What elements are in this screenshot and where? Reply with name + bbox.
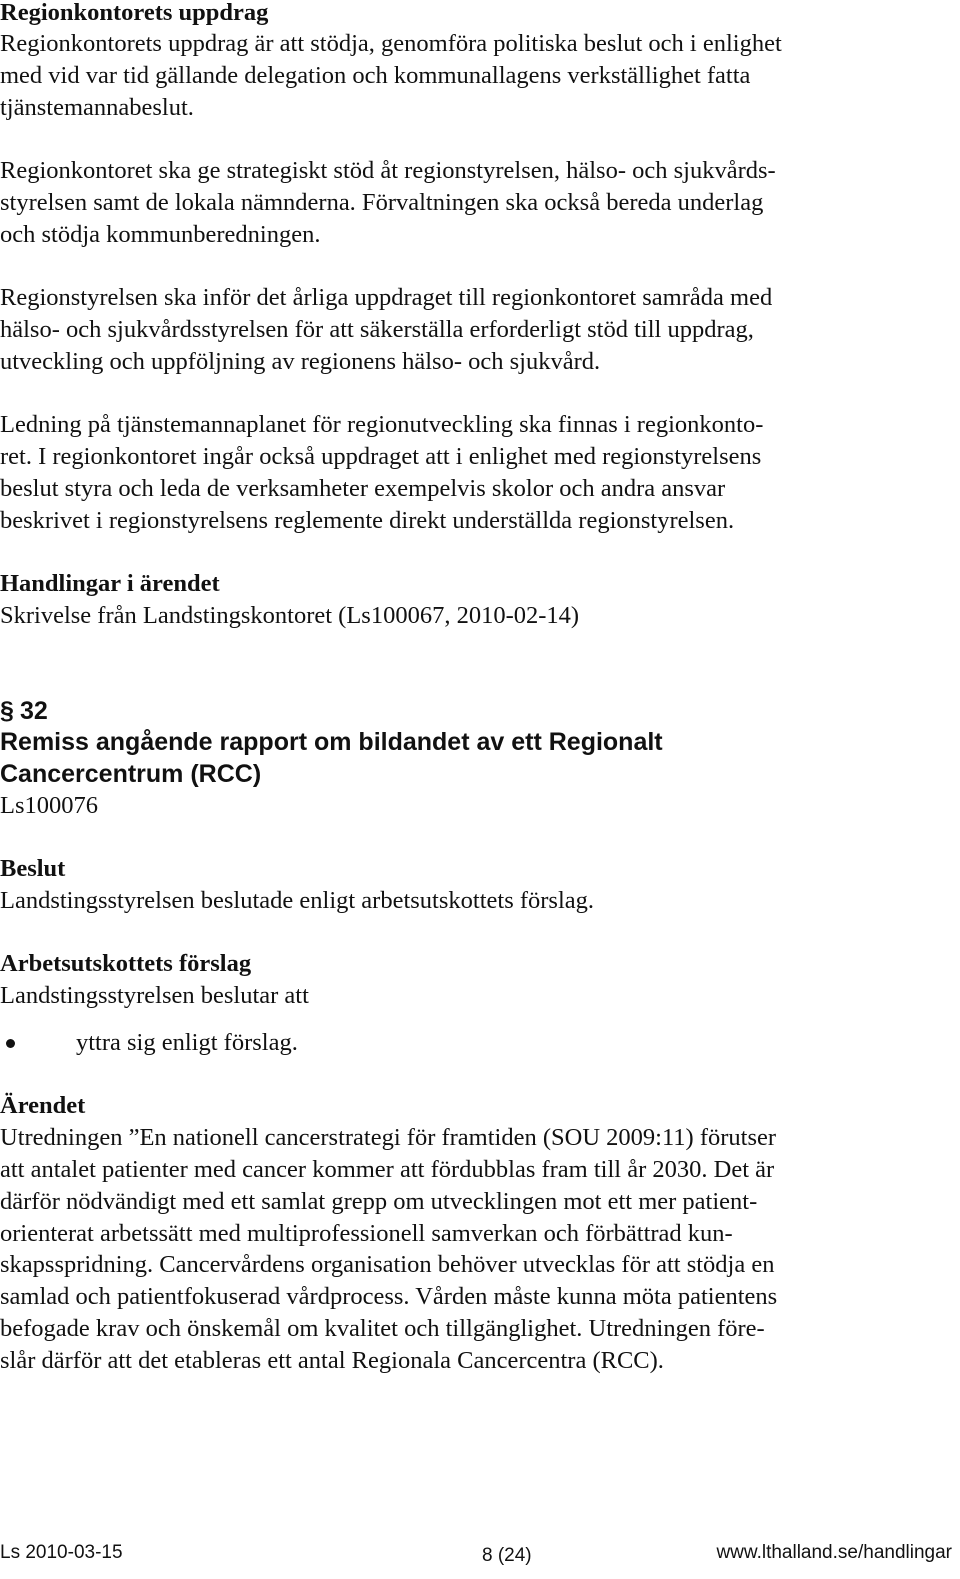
- footer-url: www.lthalland.se/handlingar: [716, 1542, 952, 1563]
- paragraph-line: samlad och patientfokuserad vårdprocess. Vården måste kunna möta patientens: [0, 1283, 778, 1310]
- bullet-item: yttra sig enligt förslag.: [76, 1029, 298, 1056]
- section-heading-regionkontorets-uppdrag: Regionkontorets uppdrag: [0, 0, 269, 26]
- section-number: [0, 695, 48, 728]
- subheading-arbetsutskottets-forslag: Arbetsutskottets förslag: [0, 950, 252, 977]
- paragraph-line: Ledning på tjänstemannaplanet för regionutveckling ska finnas i regionkonto-: [0, 411, 764, 438]
- paragraph-line: tjänstemannabeslut.: [0, 94, 194, 121]
- paragraph-line: styrelsen samt de lokala nämnderna. Förvaltningen ska också bereda underlag: [0, 189, 764, 216]
- paragraph-line: beslut styra och leda de verksamheter exempelvis skolor och andra ansvar: [0, 475, 726, 502]
- paragraph-line: befogade krav och önskemål om kvalitet och tillgänglighet. Utredningen före-: [0, 1315, 765, 1342]
- section-title-line: Remiss angående rapport om bildandet av ett Regionalt: [0, 728, 663, 756]
- paragraph-line: beskrivet i regionstyrelsens reglemente direkt underställda regionstyrelsen.: [0, 507, 735, 534]
- handlingar-text: Skrivelse från Landstingskontoret (Ls100067, 2010-02-14): [0, 602, 580, 629]
- paragraph-line: att antalet patienter med cancer kommer att fördubblas fram till år 2030. Det är: [0, 1156, 775, 1183]
- section-title-line: Cancercentrum (RCC): [0, 760, 262, 788]
- section-reference: Ls100076: [0, 792, 98, 819]
- bullet-icon: [6, 1039, 15, 1048]
- paragraph-line: skapsspridning. Cancervårdens organisation behöver utvecklas för att stödja en: [0, 1251, 775, 1278]
- paragraph-line: och stödja kommunberedningen.: [0, 221, 321, 248]
- paragraph-line: Regionstyrelsen ska inför det årliga uppdraget till regionkontoret samråda med: [0, 284, 773, 311]
- section-number-value: 32: [20, 697, 48, 725]
- footer-date: Ls 2010-03-15: [0, 1542, 123, 1563]
- footer-page-number: 8 (24): [482, 1545, 532, 1566]
- paragraph-line: orienterat arbetssätt med multiprofessionell samverkan och förbättrad kun-: [0, 1220, 733, 1247]
- paragraph-line: med vid var tid gällande delegation och kommunallagens verkställighet fatta: [0, 62, 751, 89]
- subheading-arendet: Ärendet: [0, 1092, 86, 1119]
- paragraph-line: därför nödvändigt med ett samlat grepp om utvecklingen mot ett mer patient-: [0, 1188, 758, 1215]
- paragraph-line: Utredningen ”En nationell cancerstrategi för framtiden (SOU 2009:11) förutser: [0, 1124, 777, 1151]
- paragraph-sign: §: [0, 697, 14, 725]
- paragraph-line: slår därför att det etableras ett antal Regionala Cancercentra (RCC).: [0, 1347, 664, 1374]
- paragraph-line: Regionkontorets uppdrag är att stödja, genomföra politiska beslut och i enlighet: [0, 30, 782, 57]
- forslag-text: Landstingsstyrelsen beslutar att: [0, 982, 309, 1009]
- paragraph-line: hälso- och sjukvårdsstyrelsen för att säkerställa erforderligt stöd till uppdrag,: [0, 316, 754, 343]
- subheading-handlingar: Handlingar i ärendet: [0, 570, 220, 597]
- paragraph-line: ret. I regionkontoret ingår också uppdraget att i enlighet med regionstyrelsens: [0, 443, 762, 470]
- beslut-text: Landstingsstyrelsen beslutade enligt arbetsutskottets förslag.: [0, 887, 595, 914]
- paragraph-line: Regionkontoret ska ge strategiskt stöd åt regionstyrelsen, hälso- och sjukvårds-: [0, 157, 776, 184]
- paragraph-line: utveckling och uppföljning av regionens hälso- och sjukvård.: [0, 348, 601, 375]
- subheading-beslut: Beslut: [0, 855, 66, 882]
